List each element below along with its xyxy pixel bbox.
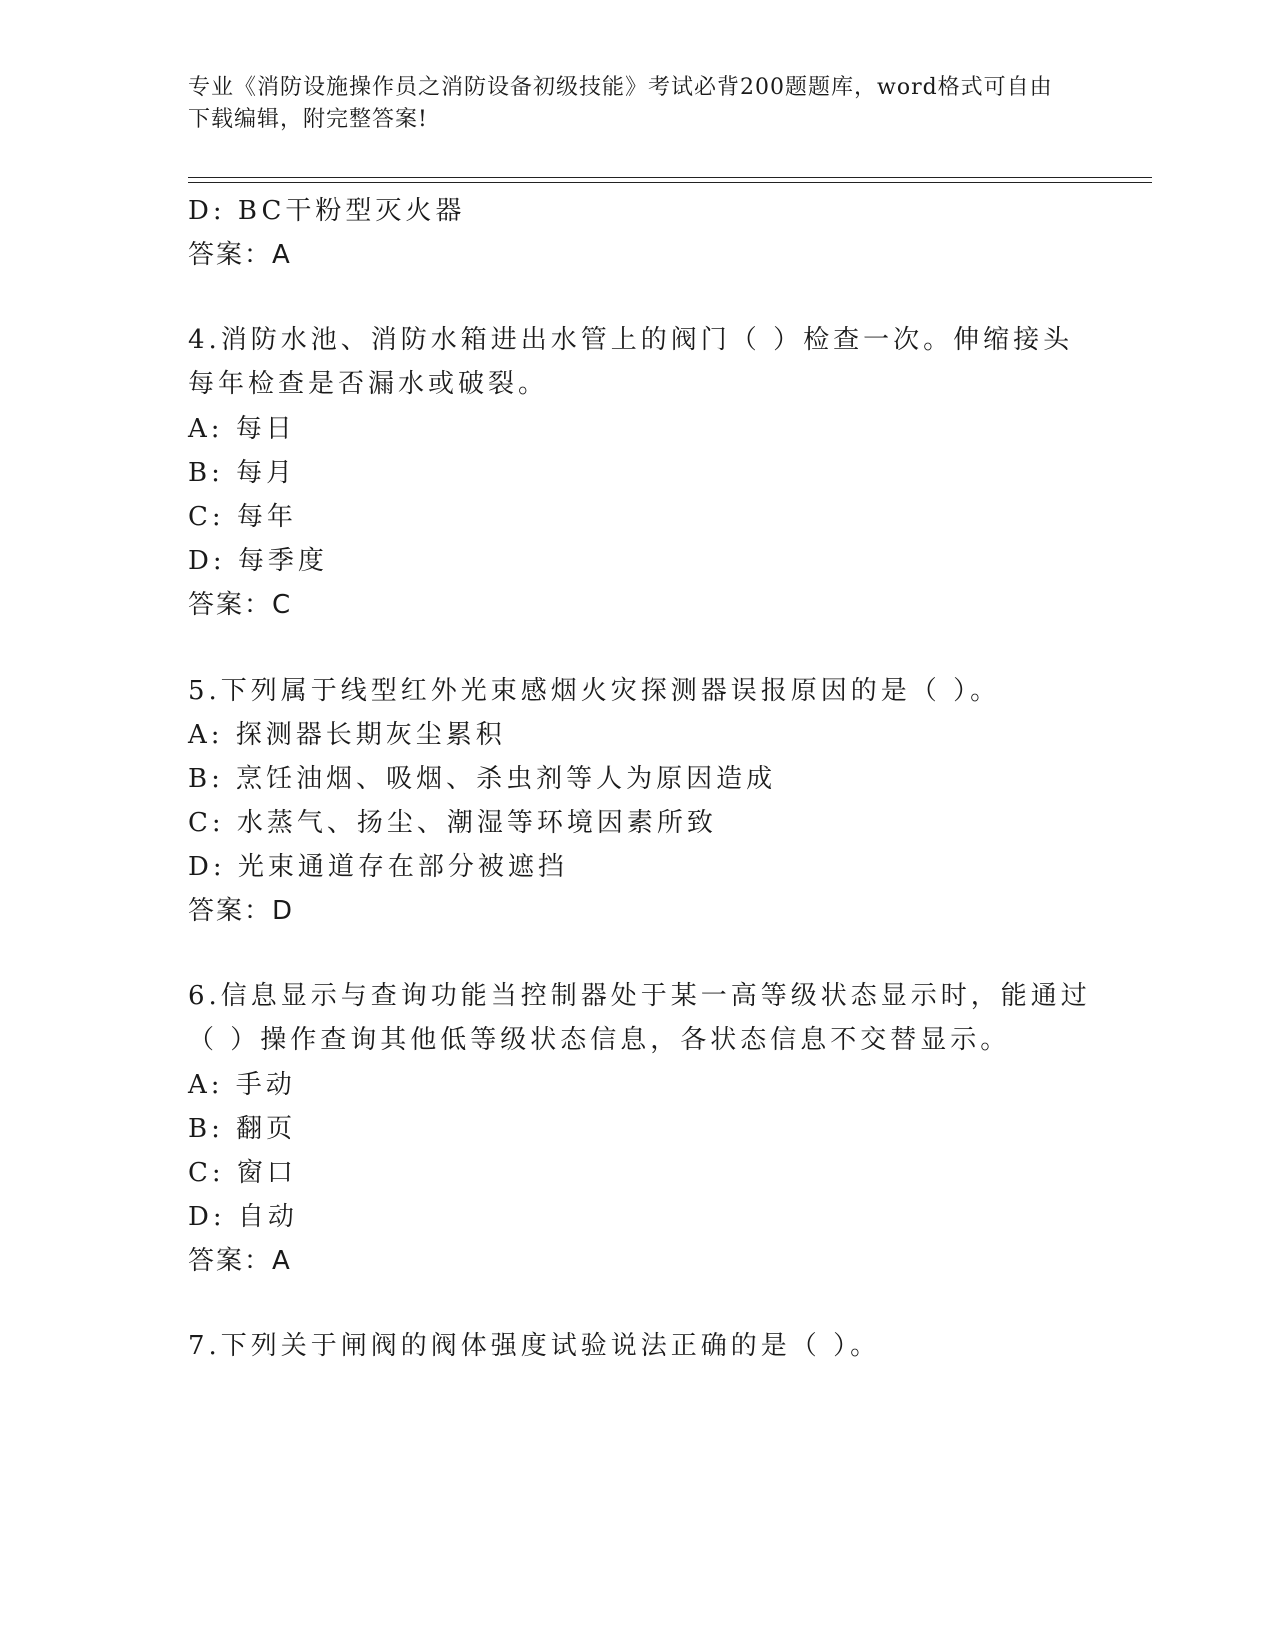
q4-answer: 答案：C <box>188 590 293 620</box>
q6-option-a: A: 手动 <box>188 1070 296 1100</box>
q6-answer: 答案：A <box>188 1246 292 1276</box>
q5-answer: 答案：D <box>188 896 295 926</box>
q4-stem-line2: 每年检查是否漏水或破裂。 <box>188 369 549 399</box>
q4-option-c: C: 每年 <box>188 502 297 532</box>
q3-answer: 答案：A <box>188 240 292 270</box>
q4-option-b: B: 每月 <box>188 458 297 488</box>
q6-option-b: B: 翻页 <box>188 1114 297 1144</box>
header-divider-top <box>188 177 1152 178</box>
q5-option-a: A: 探测器长期灰尘累积 <box>188 720 506 750</box>
q5-stem-line1: 5.下列属于线型红外光束感烟火灾探测器误报原因的是（ ）。 <box>188 676 1001 706</box>
q7-stem-line1: 7.下列关于闸阀的阀体强度试验说法正确的是（ ）。 <box>188 1331 881 1361</box>
q6-option-d: D: 自动 <box>188 1202 298 1232</box>
q5-option-b: B: 烹饪油烟、吸烟、杀虫剂等人为原因造成 <box>188 764 777 794</box>
header-divider-bottom <box>188 182 1152 183</box>
page-header: 专业《消防设施操作员之消防设备初级技能》考试必背200题题库，word格式可自由下载编辑，附完整答案! <box>188 75 1053 132</box>
q5-option-c: C: 水蒸气、扬尘、潮湿等环境因素所致 <box>188 808 717 838</box>
q4-option-a: A: 每日 <box>188 414 296 444</box>
q5-option-d: D: 光束通道存在部分被遮挡 <box>188 852 568 882</box>
q4-stem-line1: 4.消防水池、消防水箱进出水管上的阀门（ ）检查一次。伸缩接头 <box>188 325 1074 355</box>
q6-stem-line1: 6.信息显示与查询功能当控制器处于某一高等级状态显示时，能通过 <box>188 981 1091 1011</box>
q6-option-c: C: 窗口 <box>188 1158 297 1188</box>
q4-option-d: D: 每季度 <box>188 546 328 576</box>
q6-stem-line2: （ ）操作查询其他低等级状态信息，各状态信息不交替显示。 <box>188 1025 1011 1055</box>
q3-option-d: D: BC干粉型灭火器 <box>188 196 466 226</box>
